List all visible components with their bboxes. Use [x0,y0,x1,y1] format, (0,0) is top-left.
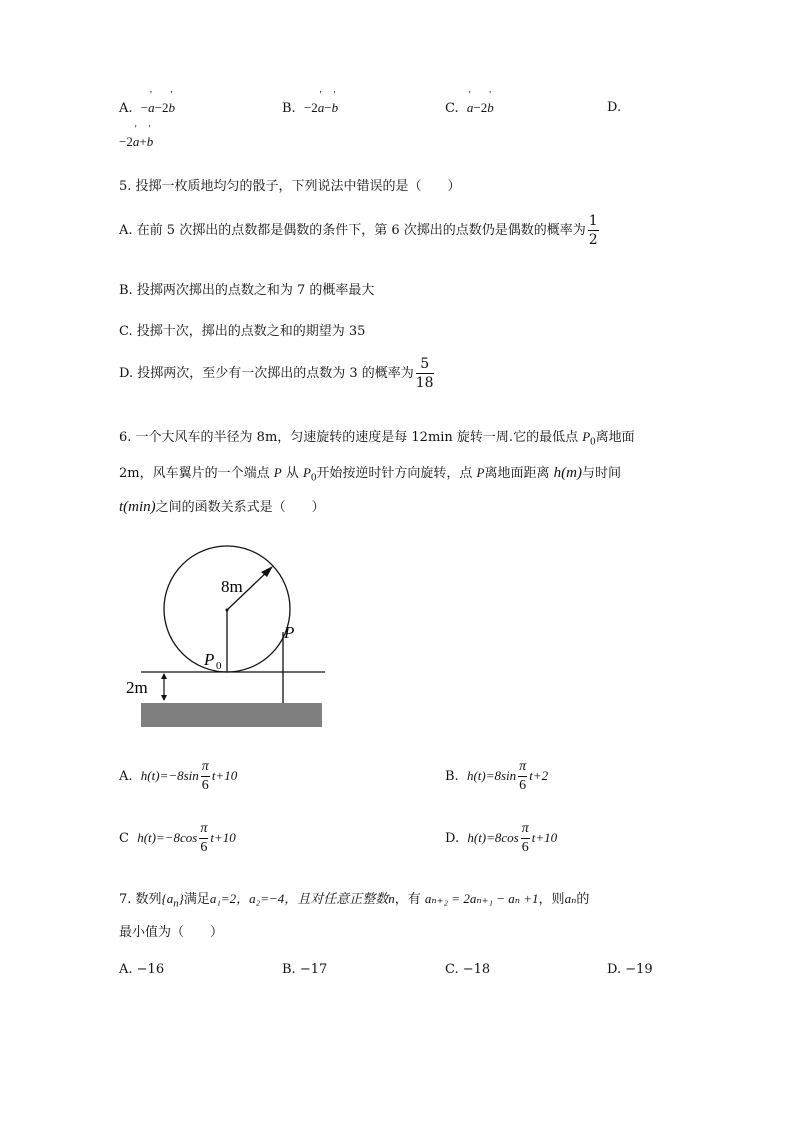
q6-option-c: C h(t)=−8cos $\frac{\pi}{6}$ t+10 [119,821,236,855]
ground-height-label: 2m [126,678,148,697]
q6-option-d: D. h(t)=8cos $\frac{\pi}{6}$ t+10 [445,821,558,855]
ground-arrow-bottom [161,695,167,701]
q7-option-a: A. −16 [119,962,165,977]
q6-option-b: B. h(t)=8sin $\frac{\pi}{6}$ t+2 [445,759,549,793]
ground-block [141,703,322,727]
q4-option-d-expr: −2' a+' b [119,134,153,150]
q4-option-b: B. −2' a−' b [282,100,338,116]
q4-option-a: A. −' a−2' b [119,100,175,116]
q6-line-1: 6. 一个大风车的半径为 8m，匀速旋转的速度是每 12min 旋转一周.它的最低点 $P_0$离地面 [119,429,635,448]
q4-option-d-label: D. [607,100,622,115]
point-p0-subscript: 0 [216,660,222,672]
center-point [226,609,229,612]
ground-arrow-top [161,673,167,679]
q6-option-a: A. h(t)=−8sin $\frac{\pi}{6}$ t+10 [119,759,238,793]
windmill-diagram [126,538,330,733]
point-p-label: P [284,623,295,642]
q5-option-a: A. 在前 5 次掷出的点数都是偶数的条件下，第 6 次掷出的点数仍是偶数的概率为 $\frac{1}{2}$ [119,213,598,248]
q7-line-1: 7. 数列$\{a_n\}$满足a₁=2，a₂=−4，且对任意正整数n，有 aₙ₊₂ = 2aₙ₊₁ − aₙ +1，则aₙ的 [119,891,590,910]
point-p0-label: P [204,650,215,669]
q6-line-3: t(min)之间的函数关系式是（ ） [119,499,325,515]
q6-line-2: 2m，风车翼片的一个端点 P 从 $P_0$开始按逆时针方向旋转，点 P离地面距离 h(m)与时间 [119,465,621,484]
q7-option-b: B. −17 [282,962,328,977]
q5-option-c: C. 投掷十次，掷出的点数之和的期望为 35 [119,324,366,339]
q5-option-b: B. 投掷两次掷出的点数之和为 7 的概率最大 [119,283,375,298]
q7-option-c: C. −18 [445,962,491,977]
q5-stem: 5. 投掷一枚质地均匀的骰子，下列说法中错误的是（ ） [119,179,461,194]
q4-option-c: C. ' a−2' b [445,100,494,116]
q7-option-d: D. −19 [607,962,653,977]
q7-line-2: 最小值为（ ） [119,925,224,940]
q5-option-d: D. 投掷两次，至少有一次掷出的点数为 3 的概率为 $\frac{5}{18}$ [119,356,434,391]
radius-label: 8m [221,577,243,596]
